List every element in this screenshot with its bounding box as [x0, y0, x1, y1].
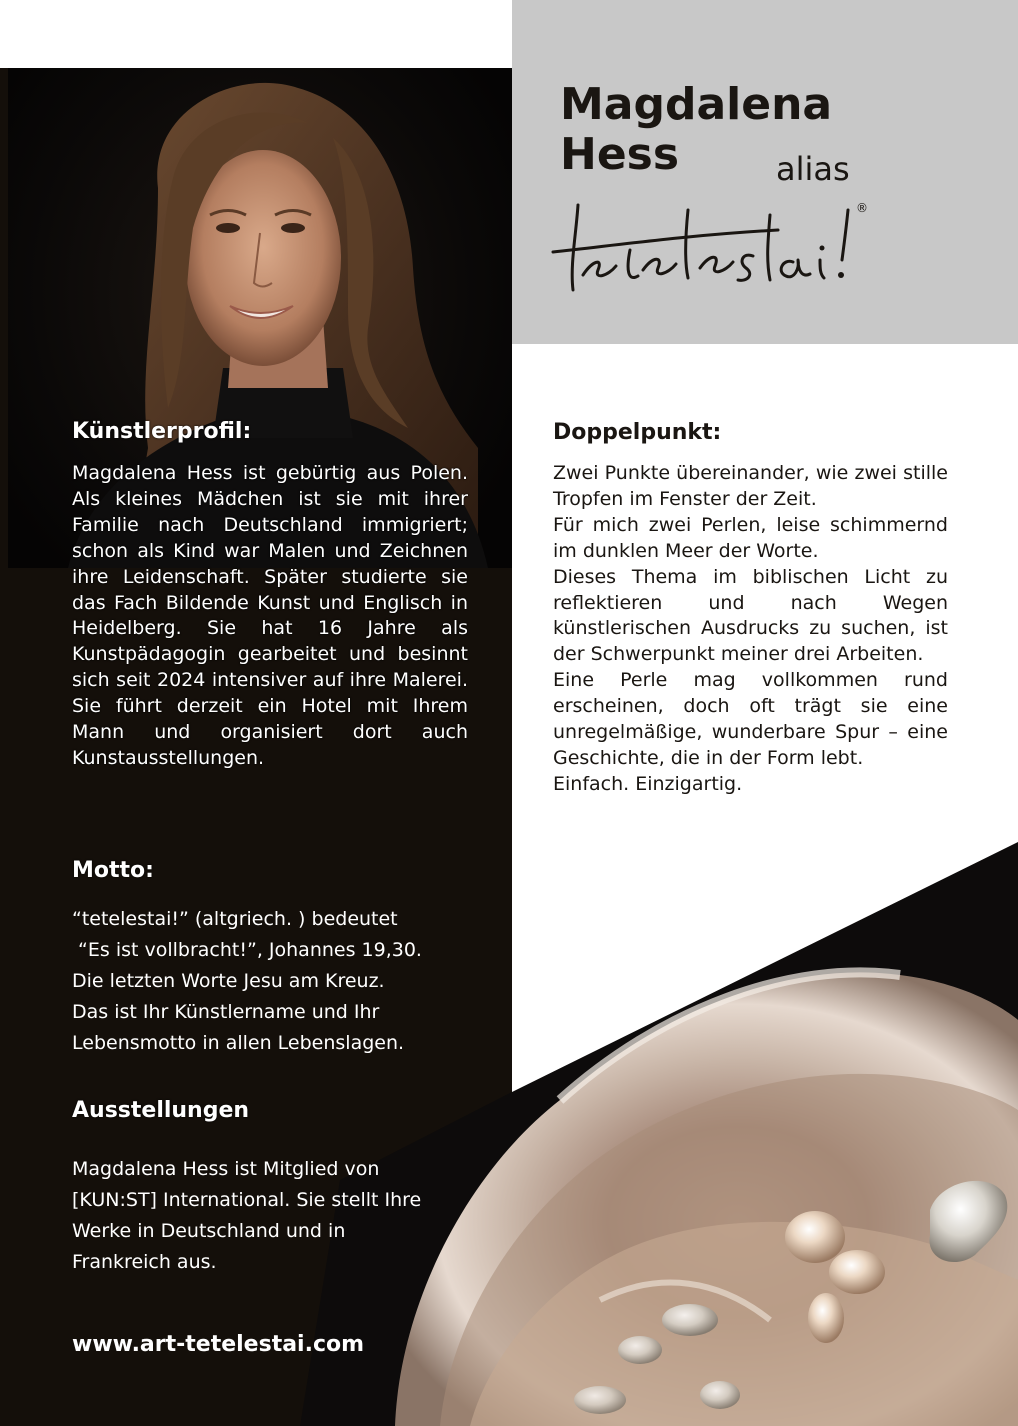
exhibitions-text [72, 1154, 492, 1278]
doppelpunkt-paragraph: Zwei Punkte übereinander, wie zwei stille Tropfen im Fenster der Zeit. [553, 462, 948, 510]
exhibitions-line: Magdalena Hess ist Mitglied von [72, 1158, 380, 1180]
doppelpunkt-paragraph: Für mich zwei Perlen, leise schimmernd im dunklen Meer der Worte. [553, 513, 948, 562]
doppelpunkt-text [553, 461, 948, 798]
exhibitions-line: Frankreich aus. [72, 1251, 217, 1273]
doppelpunkt-paragraph: Einfach. Einzigartig. [553, 772, 743, 795]
doppelpunkt-paragraph: Dieses Thema im biblischen Licht zu reflektieren und nach Wegen künstlerischen Ausdrucks zu suchen, ist der Schwerpunkt meiner drei Arbeiten. [553, 565, 948, 666]
motto-line: “Es ist vollbracht!”, Johannes 19,30. [72, 939, 422, 961]
motto-text [72, 904, 492, 1059]
exhibitions-heading: Ausstellungen [72, 1098, 250, 1123]
exhibitions-line: Werke in Deutschland und in [72, 1220, 346, 1242]
alias-label: alias [776, 150, 850, 188]
profile-text: Magdalena Hess ist gebürtig aus Polen. Als kleines Mädchen ist sie mit ihrer Familie nach Deutschland immigriert; schon als Kind war Malen und Zeichnen ihre Leidenschaft. Später studierte sie das Fach Bildende Kunst und Englisch in Heidelberg. Sie hat 16 Jahre als Kunstpädagogin gearbeitet und besinnt sich seit 2024 intensiver auf ihre Malerei. Sie führt derzeit ein Hotel mit Ihrem Mann und organisiert dort auch Kunstausstellungen. [72, 462, 468, 769]
doppelpunkt-paragraph: Eine Perle mag vollkommen rund erscheinen, doch oft trägt sie eine unregelmäßige, wunderbare Spur – eine Geschichte, die in der Form lebt. [553, 669, 948, 769]
tetelestai-signature-logo [548, 190, 878, 300]
motto-line: Die letzten Worte Jesu am Kreuz. [72, 970, 385, 992]
motto-line: Das ist Ihr Künstlername und Ihr [72, 1001, 380, 1023]
website-link[interactable]: www.art-tetelestai.com [72, 1332, 365, 1357]
motto-line: “tetelestai!” (altgriech. ) bedeutet [72, 908, 398, 930]
profile-heading: Künstlerprofil: [72, 419, 252, 444]
exhibitions-line: [KUN:ST] International. Sie stellt Ihre [72, 1189, 422, 1211]
artist-name-title: Magdalena Hess [560, 79, 833, 180]
registered-mark: ® [856, 201, 868, 215]
motto-heading: Motto: [72, 858, 154, 883]
motto-line: Lebensmotto in allen Lebenslagen. [72, 1032, 405, 1054]
doppelpunkt-heading: Doppelpunkt: [553, 420, 722, 445]
